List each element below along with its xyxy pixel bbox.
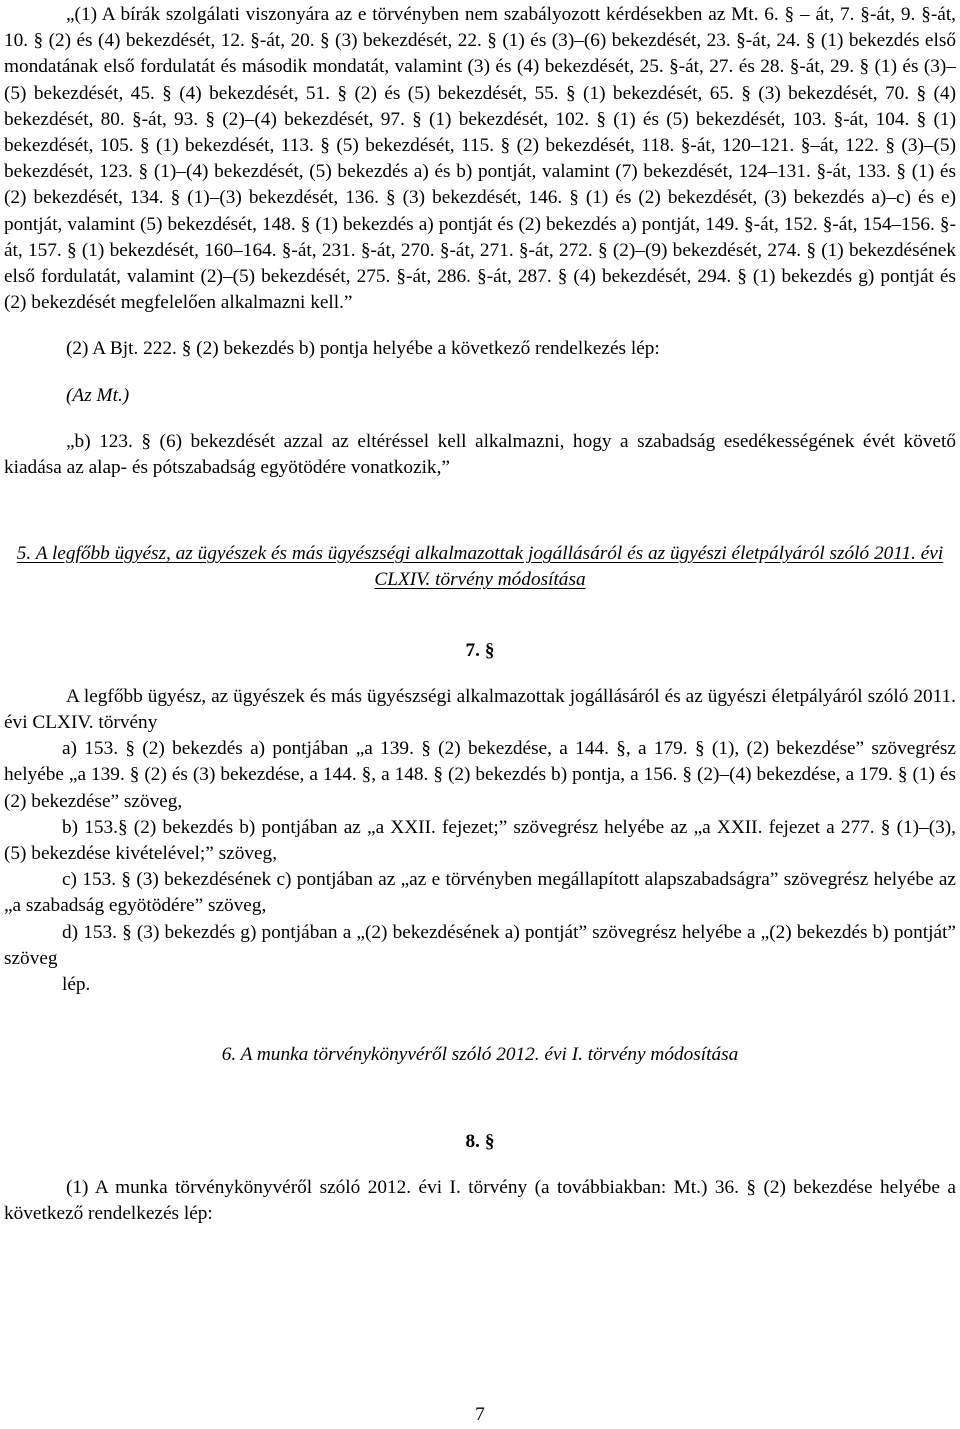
paragraph-point-a: a) 153. § (2) bekezdés a) pontjában „a 139. § (2) bekezdése, a 144. §, a 179. § (1), (2) bekezdése” szövegrész helyébe „a 139. § (2) és (3) bekezdése, a 144. §, a 148. § (2) bekezdés b) pontja, a 156. § (2)–(4) bekezdése, a 179. § (1) és (2) bekezdése” szöveg,: [4, 738, 956, 812]
page-number: 7: [475, 1404, 485, 1425]
paragraph-bjt-amendment: (2) A Bjt. 222. § (2) bekezdés b) pontja helyébe a következő rendelkezés lép:: [66, 338, 660, 360]
paragraph-point-b2: b) 153.§ (2) bekezdés b) pontjában az „a XXII. fejezet;” szövegrész helyébe az „a XXII. fejezet a 277. § (1)–(3), (5) bekezdése kivételével;” szöveg,: [4, 816, 956, 865]
paragraph-point-c: c) 153. § (3) bekezdésének c) pontjában az „az e törvényben megállapított alapszabadságra” szövegrész helyébe az „a szabadság egyötödére” szöveg,: [4, 869, 956, 917]
paragraph-ugyeszseg-intro: A legfőbb ügyész, az ügyészek és más ügyészségi alkalmazottak jogállásáról és az ügyészi életpályáról szóló 2011. évi CLXIV. törvény: [4, 685, 956, 734]
section-number-8: 8. §: [465, 1130, 495, 1152]
paragraph-lep: lép.: [62, 974, 91, 996]
paragraph-point-b: „b) 123. § (6) bekezdését azzal az eltéréssel kell alkalmazni, hogy a szabadság esedékességének évét követő kiadása az alap- és pótszabadság egyötödére vonatkozik,”: [4, 430, 956, 479]
paragraph-mt-amendment: (1) A munka törvénykönyvéről szóló 2012. évi I. törvény (a továbbiakban: Mt.) 36. § (2) bekezdése helyébe a következő rendelkezés lép:: [4, 1176, 956, 1224]
document-page: [4, 2, 956, 1227]
paragraph-point-d: d) 153. § (3) bekezdés g) pontjában a „(2) bekezdésének a) pontját” szövegrész helyébe a „(2) bekezdés b) pontját” szöveg: [4, 921, 956, 969]
paragraph-mt-ref: (Az Mt.): [66, 384, 130, 406]
section-title-5: 5. A legfőbb ügyész, az ügyészek és más ügyészségi alkalmazottak jogállásáról és az ügyészi életpályáról szóló 2011. évi CLXIV. törvény módosítása: [16, 543, 944, 591]
section-title-6: 6. A munka törvénykönyvéről szóló 2012. évi I. törvény módosítása: [221, 1044, 739, 1066]
section-number-7: 7. §: [465, 639, 495, 661]
paragraph-mt-application: „(1) A bírák szolgálati viszonyára az e törvényben nem szabályozott kérdésekben az Mt. 6. § – át, 7. §-át, 9. §-át, 10. § (2) és (4) bekezdését, 12. §-át, 20. § (3) bekezdését, 22. § (1) és (3)–(6) bekezdését, 23. §-át, 24. § (1) bekezdés első mondatának első fordulatát és második mondatát, valamint (3) és (4) bekezdését, 25. §-át, 27. és 28. §-át, 29. § (1) és (3)–(5) bekezdését, 45. § (4) bekezdését, 51. § (2) és (5) bekezdését, 55. § (1) bekezdését, 65. § (3) bekezdését, 70. § (4) bekezdését, 80. §-át, 93. § (2)–(4) bekezdését, 97. § (1) bekezdését, 102. § (1) és (5) bekezdését, 103. §-át, 104. § (1) bekezdését, 105. § (1) bekezdését, 113. § (5) bekezdését, 115. § (2) bekezdését, 118. §-át, 120–121. §–át, 122. § (3)–(5) bekezdését, 123. § (1)–(4) bekezdését, (5) bekezdés a) és b) pontját, valamint (7) bekezdését, 124–131. §-át, 133. § (1) és (2) bekezdését, 134. § (1)–(3) bekezdését, 136. § (3) bekezdését, 146. § (1) és (2) bekezdését, (3) bekezdés a)–c) és e) pontját, valamint (5) bekezdését, 148. § (1) bekezdés a) pontját és (2) bekezdés a) pontját, 149. §-át, 152. §-át, 154–156. §-át, 157. § (1) bekezdését, 160–164. §-át, 231. §-át, 270. §-át, 271. §-át, 272. § (2)–(9) bekezdését, 274. § (1) bekezdésének első fordulatát, valamint (2)–(5) bekezdését, 275. §-át, 286. §-át, 287. § (4) bekezdését, 294. § (1) bekezdés g) pontját és (2) bekezdését megfelelően alkalmazni kell.”: [4, 4, 956, 314]
